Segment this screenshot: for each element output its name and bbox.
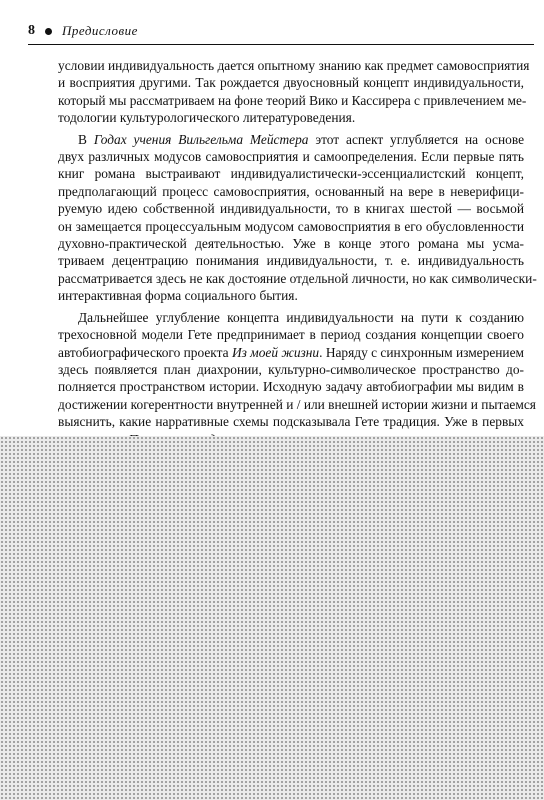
- italic-title: Годах учения Вильгельма Мейстера: [93, 131, 309, 147]
- page-number: 8: [28, 23, 35, 38]
- text-line: который мы рассматриваем на фоне теорий Вико и Кассирера с привлечением ме-: [58, 92, 527, 108]
- text-line: полняется пространством истории. Исходную задачу автобиографии мы видим в: [58, 379, 524, 395]
- text-line: Дальнейшее углубление концепта индивидуальности на пути к созданию: [78, 309, 524, 325]
- text-line: духовно-практической деятельностью. Уже в конце этого романа мы усма-: [58, 236, 524, 252]
- text-line: книг романа выстраивают индивидуалистически-эссенциалистский концепт,: [58, 166, 524, 182]
- text-line: и восприятия другими. Так рождается двуосновный концепт индивидуальности,: [58, 75, 524, 91]
- text-line: условии индивидуальность дается опытному знанию как предмет самовосприятия: [58, 58, 530, 73]
- text-line: выяснить, какие нарративные схемы подсказывала Гете традиция. Уже в первых: [58, 414, 524, 430]
- text-line: рассматривается здесь не как достояние отдельной личности, но как символически-: [58, 270, 537, 286]
- dotted-overlay: [0, 436, 544, 800]
- italic-title: Из моей жизни: [231, 344, 320, 360]
- body-text: [58, 57, 537, 465]
- text-line: автобиографического проекта Из моей жизни. Наряду с синхронным измерением: [58, 344, 525, 360]
- section-title: Предисловие: [62, 23, 138, 38]
- header-rule: [28, 44, 534, 45]
- text-line: В Годах учения Вильгельма Мейстера этот аспект углубляется на основе: [78, 131, 525, 147]
- text-line: предполагающий процесс самовосприятия, основанный на вере в неверифици-: [58, 183, 524, 199]
- text-line: здесь появляется план диахронии, культурно-символическое пространство до-: [58, 361, 524, 377]
- text-line: двух различных модусов самовосприятия и самоопределения. Если первые пять: [58, 149, 524, 165]
- paragraph-1: [58, 57, 530, 127]
- text-line: руемую идею собственной индивидуальности, то в книгах шестой — восьмой: [58, 201, 524, 217]
- text-line: тодологии культурологического литературоведения.: [58, 110, 356, 126]
- text-line: он замещается процессуальным модусом самовосприятия в его обусловленности: [58, 218, 524, 234]
- text-line: триваем децентрацию понимания индивидуальности, т. е. индивидуальность: [58, 253, 524, 269]
- bullet-icon: [45, 28, 52, 35]
- running-head: [28, 22, 534, 40]
- text-line: интерактивная форма социального бытия.: [58, 288, 298, 304]
- text-line: достижении когерентности внутренней и / или внешней истории жизни и пытаемся: [58, 396, 536, 412]
- text-line: трехосновной модели Гете предпринимает в период создания концепции своего: [58, 327, 524, 343]
- paragraph-2: [58, 131, 537, 305]
